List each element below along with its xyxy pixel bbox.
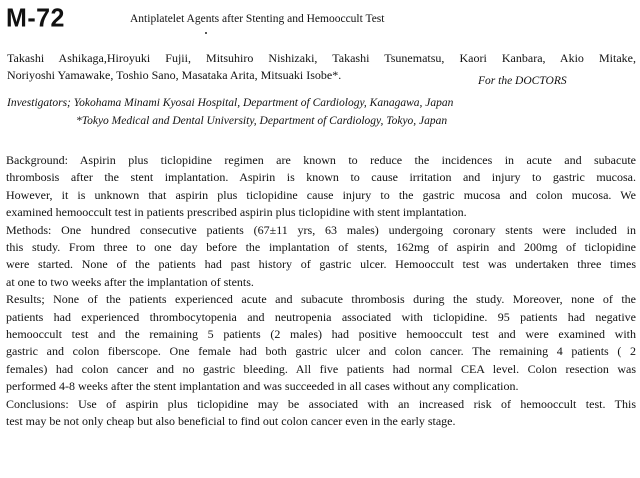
text-line: Results; None of the patients experienced acute and subacute thrombosis during the study. Moreover, none of the [6,292,636,307]
text-line: However, it is unknown that aspirin plus ticlopidine cause injury to the gastric mucosa and colon mucosa. We [6,187,636,202]
text-line: Methods: One hundred consecutive patients (67±11 yrs, 63 males) undergoing coronary stents were included in [6,222,636,237]
section-background [6,152,636,222]
text-line: hemooccult test and the remaining 5 patients (2 males) had positive hemooccult test and were examined with [6,327,636,342]
section-results [6,291,636,395]
affiliation-1: Investigators; Yokohama Minami Kyosai Hospital, Department of Cardiology, Kanagawa, Japan [7,97,454,109]
text-line: this study. From three to one day before the implantation of stents, 162mg of aspirin and 200mg of ticlopidine [6,240,636,255]
text-line: were started. None of the patients had past history of gastric ulcer. Hemooccult test was undertaken three times [6,257,636,272]
stray-dot [205,32,207,34]
author-line-2: Noriyoshi Yamawake, Toshio Sano, Masataka Arita, Mitsuaki Isobe*. [7,68,342,82]
text-line: at one to two weeks after the implantation of stents. [6,274,254,289]
author-line-1: Takashi Ashikaga,Hiroyuki Fujii, Mitsuhiro Nishizaki, Takashi Tsunematsu, Kaori Kanbara, Akio Mitake, [7,51,636,65]
text-line: performed 4-8 weeks after the stent implantation and was succeeded in all cases without any complication. [6,379,519,394]
affiliation-2: *Tokyo Medical and Dental University, Department of Cardiology, Tokyo, Japan [76,115,448,127]
text-line: Background: Aspirin plus ticlopidine regimen are known to reduce the incidences in acute and subacute [6,153,636,167]
text-line: test may be not only cheap but also beneficial to find out colon cancer even in the early stage. [6,414,456,429]
text-line: females) had colon cancer and no gastric bleeding. All five patients had normal CEA level. Colon resection was [6,361,636,376]
text-line: thrombosis after the stent implantation. Aspirin is known to cause irritation and injury to gastric mucosa. [6,170,636,185]
abstract-body [6,152,636,431]
section-conclusions [6,396,636,431]
study-group: For the DOCTORS [478,75,567,87]
abstract-title: Antiplatelet Agents after Stenting and Hemooccult Test [130,13,385,25]
text-line: gastric and colon fiberscope. One female had both gastric ulcer and colon cancer. The remaining 4 patients ( 2 [6,344,636,359]
text-line: examined hemooccult test in patients prescribed aspirin plus ticlopidine with stent implantation. [6,205,467,220]
text-line: Conclusions: Use of aspirin plus ticlopidine may be associated with an increased risk of hemooccult test. This [6,396,636,411]
section-methods [6,222,636,292]
text-line: patients had experienced thrombocytopenia and neutropenia associated with ticlopidine. 95 patients had negative [6,309,636,324]
abstract-id: M-72 [6,3,65,33]
